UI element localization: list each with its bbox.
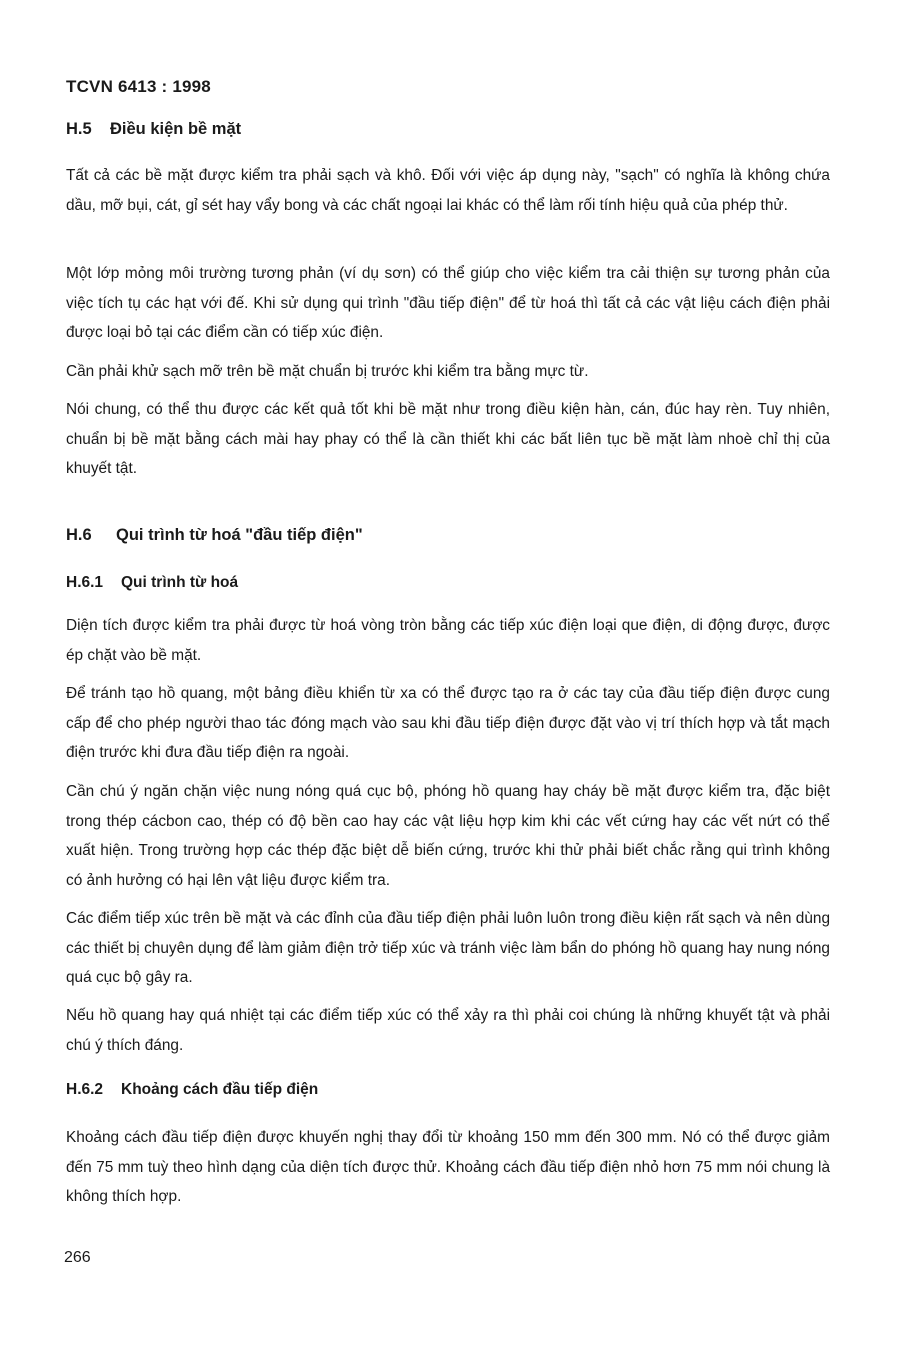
subsection-title: Qui trình từ hoá [121, 574, 239, 591]
subsection-heading-h6-1 [66, 574, 238, 592]
paragraph: Tất cả các bề mặt được kiểm tra phải sạch và khô. Đối với việc áp dụng này, "sạch" có nghĩa là không chứa dầu, mỡ bụi, cát, gỉ sét hay vẩy bong và các chất ngoại lai khác có thể làm rối tính hiệu quả của phép thử. [66, 167, 830, 214]
section-number: H.5 [66, 120, 92, 138]
paragraph: Nói chung, có thể thu được các kết quả tốt khi bề mặt như trong điều kiện hàn, cán, đúc hay rèn. Tuy nhiên, chuẩn bị bề mặt bằng cách mài hay phay có thể là cần thiết khi các bất liên tục bề mặt làm nhoè chỉ thị của khuyết tật. [66, 401, 830, 477]
paragraph: Một lớp mỏng môi trường tương phản (ví dụ sơn) có thể giúp cho việc kiểm tra cải thiện sự tương phản của việc tích tụ các hạt với đế. Khi sử dụng qui trình "đầu tiếp điện" để từ hoá thì tất cả các vật liệu cách điện phải được loại bỏ tại các điểm cần có tiếp xúc điện. [66, 265, 830, 341]
paragraph: Các điểm tiếp xúc trên bề mặt và các đỉnh của đầu tiếp điện phải luôn luôn trong điều kiện rất sạch và nên dùng các thiết bị chuyên dụng để làm giảm điện trở tiếp xúc và tránh việc làm bẩn do phóng hồ quang hay nung nóng quá cục bộ gây ra. [66, 910, 830, 986]
paragraph: Để tránh tạo hồ quang, một bảng điều khiển từ xa có thể được tạo ra ở các tay của đầu tiếp điện được cung cấp để cho phép người thao tác đóng mạch vào sau khi đầu tiếp điện được đặt vào vị trí thích hợp và tắt mạch điện trước khi đưa đầu tiếp điện ra ngoài. [66, 685, 830, 761]
page-number: 266 [64, 1249, 91, 1266]
paragraph: Khoảng cách đầu tiếp điện được khuyến nghị thay đổi từ khoảng 150 mm đến 300 mm. Nó có thể được giảm đến 75 mm tuỳ theo hình dạng của diện tích được thử. Khoảng cách đầu tiếp điện nhỏ hơn 75 mm nói chung là không thích hợp. [66, 1129, 830, 1205]
paragraph: Cần chú ý ngăn chặn việc nung nóng quá cục bộ, phóng hồ quang hay cháy bề mặt được kiểm tra, đặc biệt trong thép cácbon cao, thép có độ bền cao hay các vật liệu hợp kim khi các vết cứng hay các vết nứt có thể xuất hiện. Trong trường hợp các thép đặc biệt dễ biến cứng, trước khi thử phải biết chắc rằng qui trình không có ảnh hưởng có hại lên vật liệu được kiểm tra. [66, 783, 830, 889]
paragraph: Diện tích được kiểm tra phải được từ hoá vòng tròn bằng các tiếp xúc điện loại que điện, di động được, được ép chặt vào bề mặt. [66, 617, 830, 664]
subsection-number: H.6.2 [66, 1081, 104, 1098]
subsection-heading-h6-2 [66, 1081, 318, 1099]
paragraph: Nếu hồ quang hay quá nhiệt tại các điểm tiếp xúc có thể xảy ra thì phải coi chúng là những khuyết tật và phải chú ý thích đáng. [66, 1007, 830, 1054]
subsection-title: Khoảng cách đầu tiếp điện [121, 1081, 319, 1098]
section-number: H.6 [66, 526, 92, 544]
section-heading-h5 [66, 120, 241, 139]
section-title: Điều kiện bề mặt [110, 120, 242, 138]
section-title: Qui trình từ hoá "đầu tiếp điện" [116, 526, 363, 544]
paragraph: Cần phải khử sạch mỡ trên bề mặt chuẩn bị trước khi kiểm tra bằng mực từ. [66, 363, 589, 380]
standard-code: TCVN 6413 : 1998 [66, 77, 211, 96]
subsection-number: H.6.1 [66, 574, 104, 591]
section-heading-h6 [66, 526, 363, 545]
